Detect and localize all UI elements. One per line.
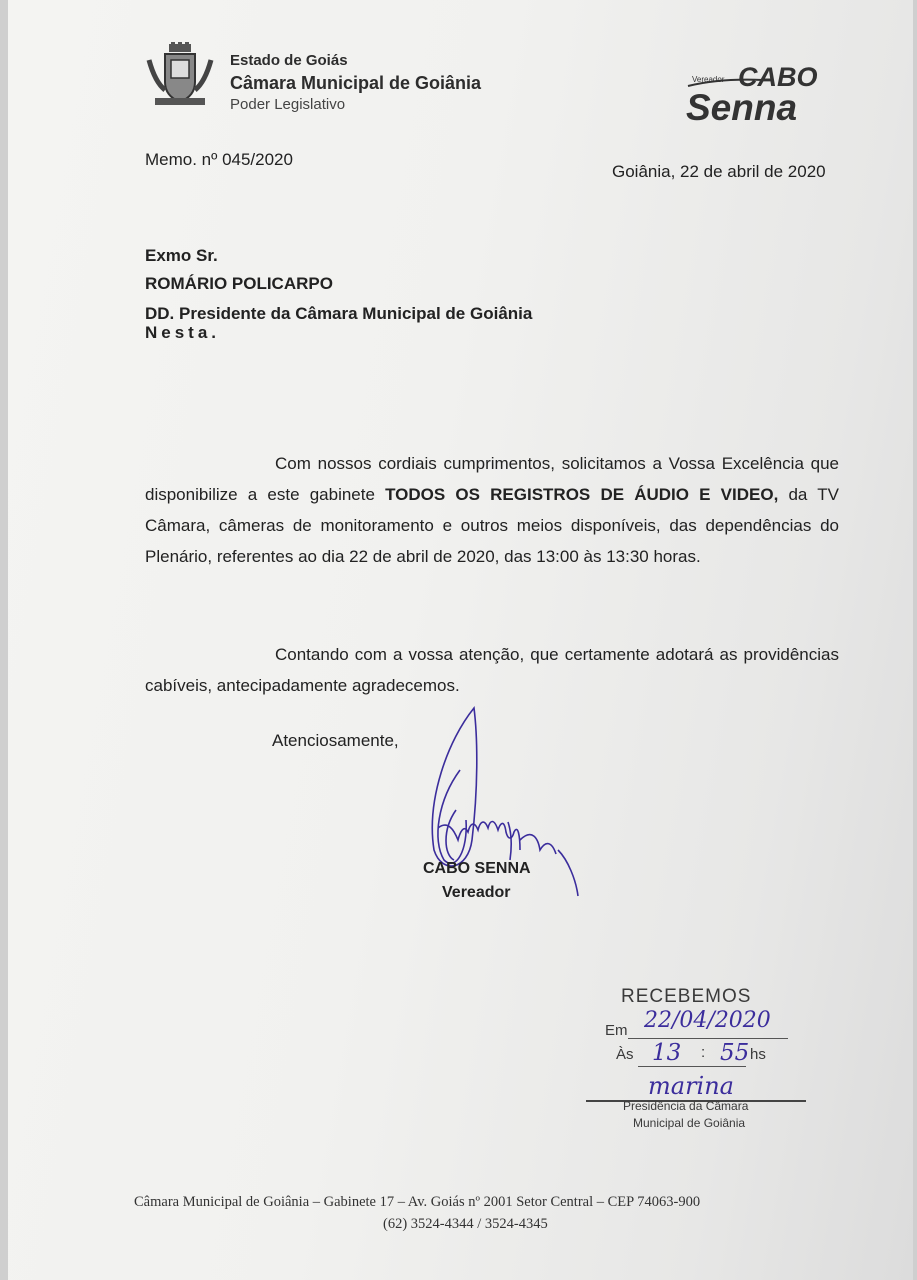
stamp-hour-value: 13 xyxy=(652,1040,682,1066)
stamp-date-line xyxy=(628,1038,788,1039)
header-branch: Poder Legislativo xyxy=(230,96,346,113)
municipal-crest-icon xyxy=(145,42,215,108)
logo-top-text: CABO xyxy=(738,62,818,92)
stamp-time-separator: : xyxy=(701,1044,706,1061)
stamp-date-label: Em xyxy=(605,1022,628,1039)
addressee-salutation: Exmo Sr. xyxy=(145,246,218,265)
stamp-time-label: Às xyxy=(616,1046,634,1063)
logo-small-text: Vereador xyxy=(692,75,725,84)
header-chamber: Câmara Municipal de Goiânia xyxy=(230,73,482,93)
memo-number: Memo. nº 045/2020 xyxy=(145,150,293,169)
header-state: Estado de Goiás xyxy=(230,52,348,69)
cabo-senna-logo xyxy=(680,56,850,128)
paragraph-1-start: Com nossos cordiais cumprimentos, solicitamos a Vossa Excelência que disponibilize a este gabinete xyxy=(145,454,839,504)
receiver-signature: marina xyxy=(648,1072,734,1100)
paragraph-1-emphasis: TODOS OS REGISTROS DE ÁUDIO E VIDEO, xyxy=(385,485,779,504)
addressee-name: ROMÁRIO POLICARPO xyxy=(145,274,333,293)
footer-phones: (62) 3524-4344 / 3524-4345 xyxy=(383,1216,548,1232)
footer-address: Câmara Municipal de Goiânia – Gabinete 17 – Av. Goiás nº 2001 Setor Central – CEP 74063-900 xyxy=(134,1194,701,1210)
addressee-location: Nesta. xyxy=(145,323,221,342)
logo-bottom-text: Senna xyxy=(686,87,798,128)
closing-text: Atenciosamente, xyxy=(272,731,399,750)
paragraph-2-text: Contando com a vossa atenção, que certamente adotará as providências cabíveis, antecipadamente agradecemos. xyxy=(145,645,839,695)
signatory-name: CABO SENNA xyxy=(423,860,531,877)
stamp-office-line-2: Municipal de Goiânia xyxy=(633,1116,746,1130)
received-stamp-title: RECEBEMOS xyxy=(621,986,752,1007)
body-paragraph-1 xyxy=(145,448,839,572)
date-line: Goiânia, 22 de abril de 2020 xyxy=(612,162,826,181)
stamp-office-line-1: Presidência da Câmara xyxy=(623,1099,749,1113)
stamp-minute-value: 55 xyxy=(720,1040,750,1066)
stamp-date-value: 22/04/2020 xyxy=(644,1008,771,1033)
signatory-role: Vereador xyxy=(442,884,511,901)
stamp-hours-suffix: hs xyxy=(750,1046,766,1063)
addressee-title: DD. Presidente da Câmara Municipal de Goiânia xyxy=(145,304,533,323)
document-page xyxy=(8,0,913,1280)
paragraph-1-end: da TV Câmara, câmeras de monitoramento e outros meios disponíveis, das dependências do Plenário, referentes ao dia 22 de abril de 2020, das 13:00 às 13:30 horas. xyxy=(145,485,839,566)
body-paragraph-2 xyxy=(145,639,839,701)
stamp-time-line xyxy=(638,1066,746,1067)
